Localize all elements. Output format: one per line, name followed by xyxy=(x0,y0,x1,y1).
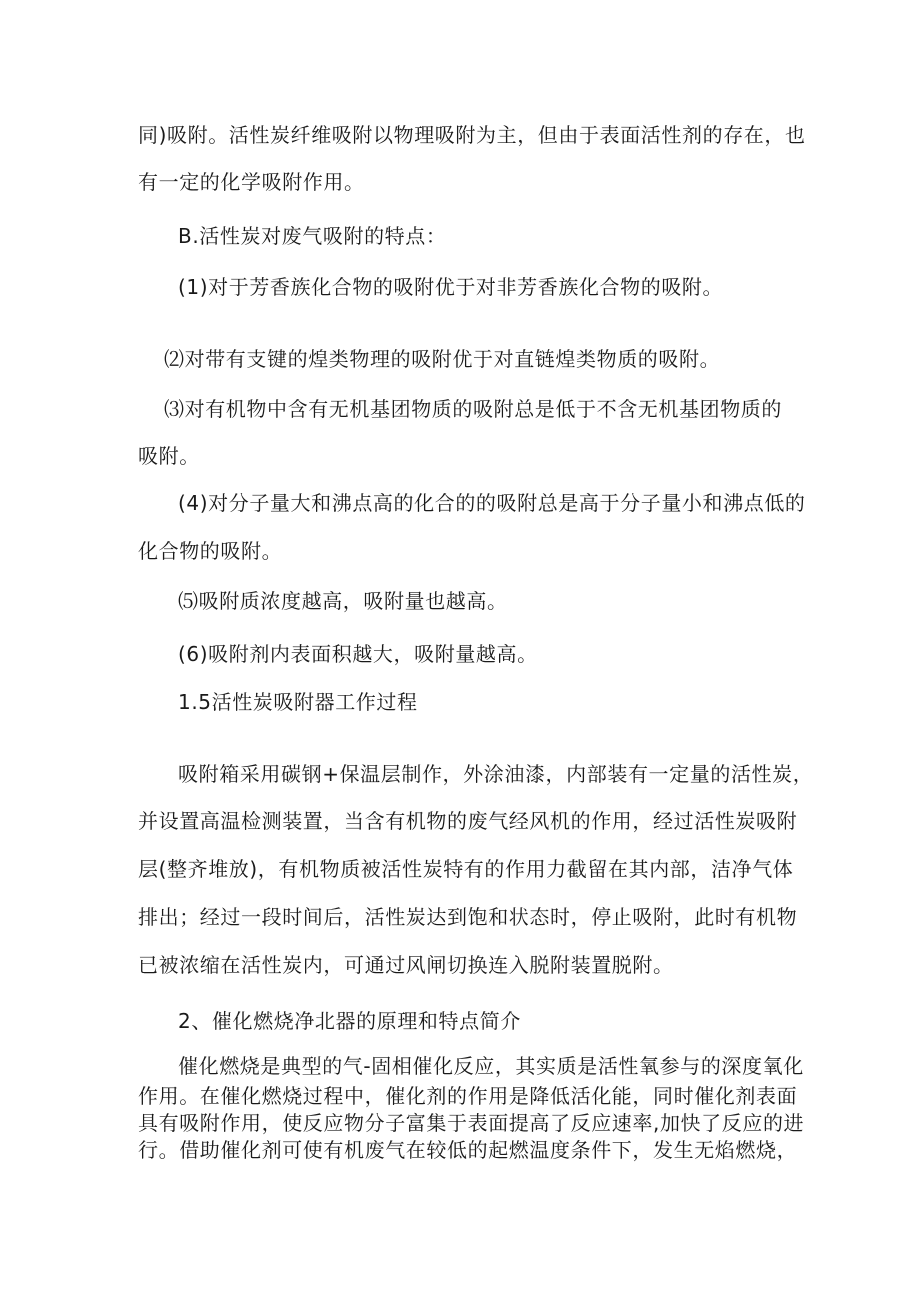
section-heading: 1.5活性炭吸附器工作过程 xyxy=(178,690,418,714)
paragraph-line: 吸附箱采用碳钢+保温层制作，外涂油漆，内部装有一定量的活性炭， xyxy=(178,762,814,786)
section-heading: B.活性炭对废气吸附的特点： xyxy=(178,224,447,248)
paragraph-line: 已被浓缩在活性炭内，可通过风闸切换连入脱附装置脱附。 xyxy=(138,953,674,977)
list-item: (6)吸附剂内表面积越大，吸附量越高。 xyxy=(178,642,538,666)
list-item: ⑸吸附质浓度越高，吸附量也越高。 xyxy=(178,589,508,613)
paragraph-line: 作用。在催化燃烧过程中，催化剂的作用是降低活化能，同时催化剂表面 xyxy=(138,1084,798,1108)
paragraph-line: 并设置高温检测装置，当含有机物的废气经风机的作用，经过活性炭吸附 xyxy=(138,809,798,833)
list-item: ⑶对有机物中含有无机基团物质的吸附总是低于不含无机基团物质的 xyxy=(164,397,782,421)
text-line: 化合物的吸附。 xyxy=(138,539,283,563)
text-line: 有一定的化学吸附作用。 xyxy=(138,170,365,194)
list-item: ⑵对带有支键的煌类物理的吸附优于对直链煌类物质的吸附。 xyxy=(164,347,721,371)
section-heading: 2、催化燃烧净北器的原理和特点简介 xyxy=(178,1009,521,1033)
paragraph-line: 层(整齐堆放)，有机物质被活性炭特有的作用力截留在其内部，洁净气体 xyxy=(138,857,794,881)
paragraph-line: 排出；经过一段时间后，活性炭达到饱和状态时，停止吸附，此时有机物 xyxy=(138,905,798,929)
text-line: 吸附。 xyxy=(138,444,200,468)
paragraph-line: 行。借助催化剂可使有机废气在较低的起燃温度条件下，发生无焰燃烧， xyxy=(138,1138,798,1162)
text-line: 同)吸附。活性炭纤维吸附以物理吸附为主，但由于表面活性剂的存在，也 xyxy=(138,123,806,147)
list-item: (1)对于芳香族化合物的吸附优于对非芳香族化合物的吸附。 xyxy=(178,275,724,299)
paragraph-line: 具有吸附作用，使反应物分子富集于表面提高了反应速率,加快了反应的进 xyxy=(138,1111,805,1135)
paragraph-line: 催化燃烧是典型的气-固相催化反应，其实质是活性氧参与的深度氧化 xyxy=(178,1054,804,1078)
list-item: (4)对分子量大和沸点高的化合的的吸附总是高于分子量小和沸点低的 xyxy=(178,491,806,515)
